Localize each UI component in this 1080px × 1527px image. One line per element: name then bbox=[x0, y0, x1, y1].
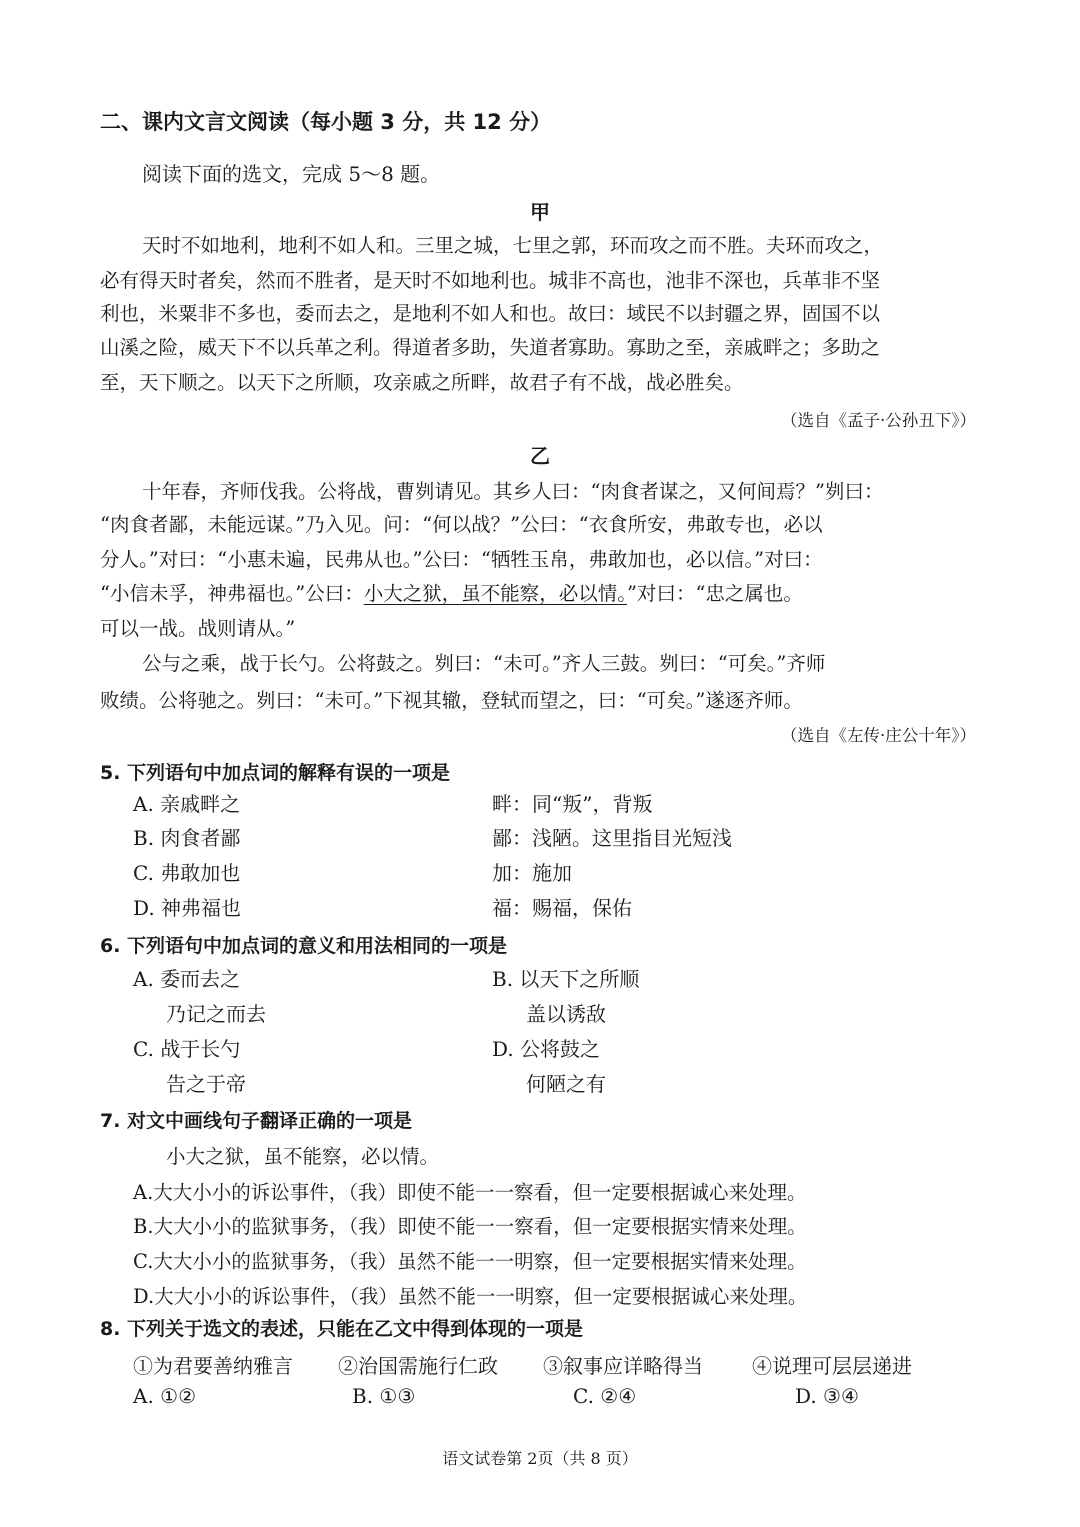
question-6-stem: 6. 下列语句中加点词的意义和用法相同的一项是 bbox=[100, 935, 508, 957]
q6-option-b: B. 以天下之所顺 bbox=[492, 967, 640, 991]
passage-yi-line: “肉食者鄙，未能远谋。”乃入见。问：“何以战？”公曰：“衣食所安，弗敢专也，必以 bbox=[100, 513, 823, 536]
passage-yi-line: 可以一战。战则请从。” bbox=[100, 617, 296, 640]
q7-quote: 小大之狱，虽不能察，必以情。 bbox=[166, 1145, 440, 1168]
q8-statement-1: ①为君要善纳雅言 bbox=[133, 1354, 293, 1378]
q8-choice-b: B. ①③ bbox=[352, 1384, 416, 1408]
q6-option-c-line2: 告之于帝 bbox=[166, 1072, 246, 1096]
q5-option-d-gloss: 福：赐福，保佑 bbox=[492, 896, 632, 920]
q6-option-a: A. 委而去之 bbox=[133, 967, 241, 991]
q7-option-b: B.大大小小的监狱事务，（我）即使不能一一察看，但一定要根据实情来处理。 bbox=[133, 1215, 807, 1238]
underlined-sentence: 小大之狱，虽不能察，必以情。 bbox=[363, 582, 627, 605]
section-title: 二、课内文言文阅读（每小题 3 分，共 12 分） bbox=[100, 110, 552, 134]
passage-yi-line: 十年春，齐师伐我。公将战，曹刿请见。其乡人曰：“肉食者谋之，又何间焉？”刿曰： bbox=[142, 480, 884, 503]
q5-option-a-gloss: 畔：同“叛”，背叛 bbox=[492, 792, 653, 816]
passage-jia-line: 必有得天时者矣，然而不胜者，是天时不如地利也。城非不高也，池非不深也，兵革非不坚 bbox=[100, 269, 881, 292]
section-instruction: 阅读下面的选文，完成 5～8 题。 bbox=[142, 162, 441, 186]
q6-option-d-line2: 何陋之有 bbox=[526, 1072, 606, 1096]
q7-option-c: C.大大小小的监狱事务，（我）虽然不能一一明察，但一定要根据实情来处理。 bbox=[133, 1250, 807, 1273]
passage-yi-heading: 乙 bbox=[530, 444, 550, 468]
q8-statement-4: ④说理可层层递进 bbox=[752, 1354, 912, 1378]
passage-yi-line: 分人。”对曰：“小惠未遍，民弗从也。”公曰：“牺牲玉帛，弗敢加也，必以信。”对曰： bbox=[100, 548, 823, 571]
q5-option-b: B. 肉食者鄙 bbox=[133, 826, 241, 850]
q7-option-d: D.大大小小的诉讼事件，（我）虽然不能一一明察，但一定要根据诚心来处理。 bbox=[133, 1285, 808, 1308]
q6-option-d: D. 公将鼓之 bbox=[492, 1037, 601, 1061]
q8-choice-c: C. ②④ bbox=[573, 1384, 637, 1408]
q8-statement-2: ②治国需施行仁政 bbox=[338, 1354, 498, 1378]
passage-yi-line: “小信未孚，神弗福也。”公曰：小大之狱，虽不能察，必以情。”对曰：“忠之属也。 bbox=[100, 582, 803, 605]
page-footer: 语文试卷第 2页（共 8 页） bbox=[442, 1449, 638, 1468]
passage-jia-line: 山溪之险，威天下不以兵革之利。得道者多助，失道者寡助。寡助之至，亲戚畔之；多助之 bbox=[100, 336, 881, 359]
question-5-stem: 5. 下列语句中加点词的解释有误的一项是 bbox=[100, 762, 451, 784]
q5-option-c-gloss: 加：施加 bbox=[492, 861, 572, 885]
q8-statement-3: ③叙事应详略得当 bbox=[543, 1354, 703, 1378]
passage-jia-line: 天时不如地利，地利不如人和。三里之城，七里之郭，环而攻之而不胜。夫环而攻之， bbox=[142, 234, 884, 257]
q5-option-b-gloss: 鄙：浅陋。这里指目光短浅 bbox=[492, 826, 732, 850]
q5-option-a: A. 亲戚畔之 bbox=[133, 792, 241, 816]
q5-option-c: C. 弗敢加也 bbox=[133, 861, 241, 885]
q5-option-d: D. 神弗福也 bbox=[133, 896, 242, 920]
question-8-stem: 8. 下列关于选文的表述，只能在乙文中得到体现的一项是 bbox=[100, 1318, 584, 1340]
q8-choice-a: A. ①② bbox=[133, 1384, 197, 1408]
q7-option-a: A.大大小小的诉讼事件，（我）即使不能一一察看，但一定要根据诚心来处理。 bbox=[133, 1181, 807, 1204]
passage-jia-line: 利也，米粟非不多也，委而去之，是地利不如人和也。故曰：域民不以封疆之界，固国不以 bbox=[100, 302, 881, 325]
passage-jia-heading: 甲 bbox=[530, 200, 550, 224]
q6-option-c: C. 战于长勺 bbox=[133, 1037, 241, 1061]
q8-choice-d: D. ③④ bbox=[795, 1384, 859, 1408]
q6-option-b-line2: 盖以诱敌 bbox=[526, 1002, 606, 1026]
passage-jia-line: 至，天下顺之。以天下之所顺，攻亲戚之所畔，故君子有不战，战必胜矣。 bbox=[100, 371, 744, 394]
passage-yi-line: 败绩。公将驰之。刿曰：“未可。”下视其辙，登轼而望之，曰：“可矣。”遂逐齐师。 bbox=[100, 689, 803, 712]
passage-yi-source: （选自《左传·庄公十年》） bbox=[781, 726, 976, 745]
passage-yi-line: 公与之乘，战于长勺。公将鼓之。刿曰：“未可。”齐人三鼓。刿曰：“可矣。”齐师 bbox=[142, 652, 826, 675]
q6-option-a-line2: 乃记之而去 bbox=[166, 1002, 266, 1026]
passage-jia-source: （选自《孟子·公孙丑下》） bbox=[781, 411, 976, 430]
question-7-stem: 7. 对文中画线句子翻译正确的一项是 bbox=[100, 1110, 413, 1132]
